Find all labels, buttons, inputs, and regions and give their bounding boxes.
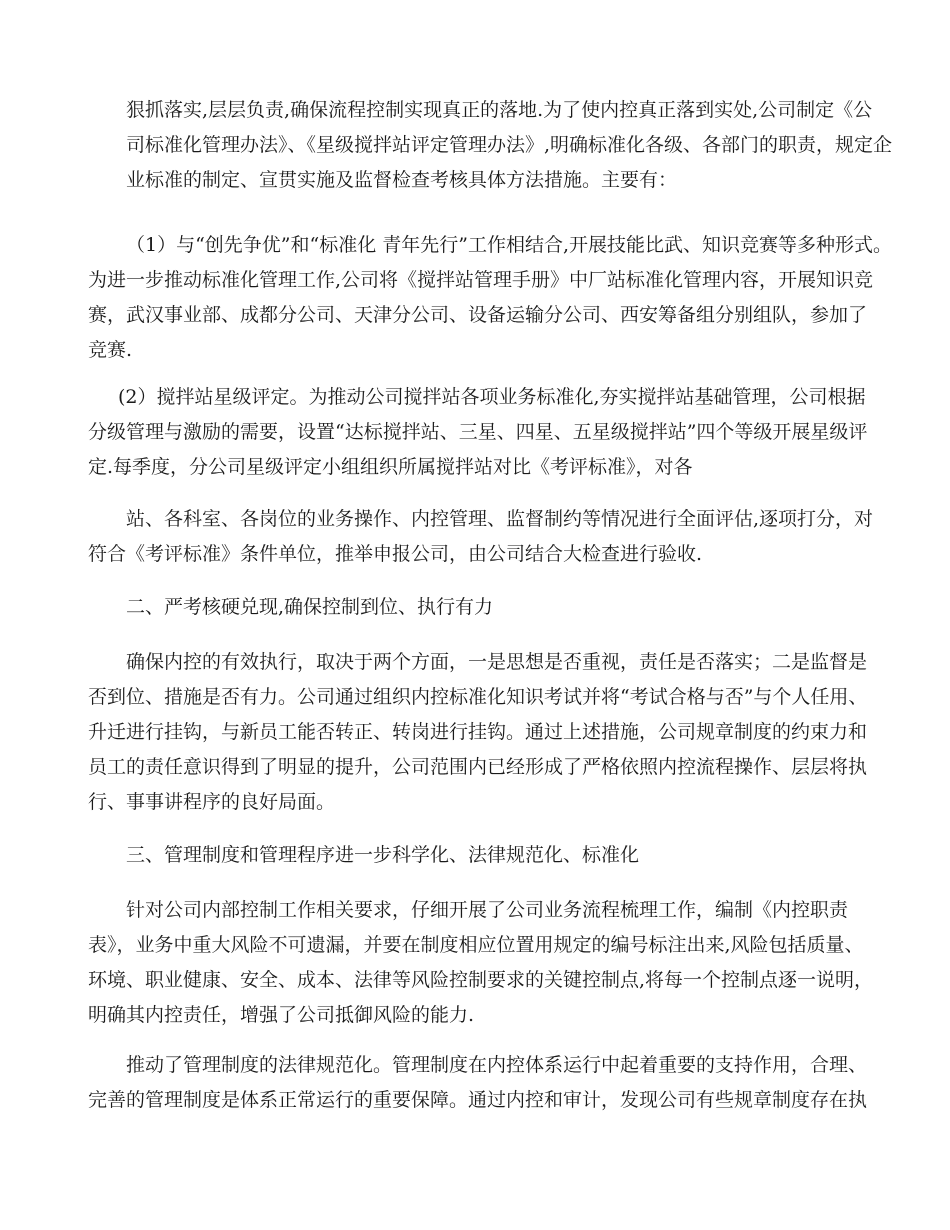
paragraph-implementation	[88, 93, 893, 198]
paragraph-internal-control	[88, 893, 874, 1033]
paragraph-legal-standardization	[88, 1048, 868, 1118]
text-line: 分级管理与激励的需要，设置“达标搅拌站、三星、四星、五星级搅拌站”四个等级开展星级评	[88, 421, 868, 443]
paragraph-item-2	[88, 380, 868, 485]
text-line: 为进一步推动标准化管理工作,公司将《搅拌站管理手册》中厂站标准化管理内容，开展知识竞	[88, 269, 874, 291]
text-line: 司标准化管理办法》、《星级搅拌站评定管理办法》,明确标准化各级、各部门的职责，规定企	[126, 134, 893, 156]
text-line: 员工的责任意识得到了明显的提升，公司范围内已经形成了严格依照内控流程操作、层层将执	[88, 756, 868, 778]
text-line: 环境、职业健康、安全、成本、法律等风险控制要求的关键控制点,将每一个控制点逐一说明，	[88, 969, 874, 991]
text-line: 确保内控的有效执行，取决于两个方面，一是思想是否重视，责任是否落实；二是监督是	[126, 651, 868, 673]
text-line: 竞赛.	[88, 339, 133, 361]
paragraph-evaluation	[88, 502, 874, 572]
paragraph-execution	[88, 645, 868, 820]
text-line: 狠抓落实,层层负责,确保流程控制实现真正的落地.为了使内控真正落到实处,公司制定《公	[126, 99, 873, 121]
text-line: 行、事事讲程序的良好局面。	[88, 791, 336, 813]
text-line: 赛，武汉事业部、成都分公司、天津分公司、设备运输分公司、西安筹备组分别组队，参加了	[88, 304, 868, 326]
text-line: 定.每季度，分公司星级评定小组组织所属搅拌站对比《考评标准》，对各	[88, 456, 693, 478]
heading-text: 三、管理制度和管理程序进一步科学化、法律规范化、标准化	[126, 844, 640, 866]
heading-text: 二、严考核硬兑现,确保控制到位、执行有力	[126, 596, 494, 618]
text-line: 推动了管理制度的法律规范化。管理制度在内控体系运行中起着重要的支持作用，合理、	[126, 1054, 868, 1076]
text-line: 符合《考评标准》条件单位，推举申报公司，由公司结合大检查进行验收.	[88, 543, 703, 565]
text-line: 针对公司内部控制工作相关要求，仔细开展了公司业务流程梳理工作，编制《内控职责	[126, 899, 849, 921]
text-line: 升迁进行挂钩，与新员工能否转正、转岗进行挂钩。通过上述措施，公司规章制度的约束力和	[88, 721, 868, 743]
section-heading-3	[88, 838, 858, 873]
text-line: 完善的管理制度是体系正常运行的重要保障。通过内控和审计，发现公司有些规章制度存在执	[88, 1089, 868, 1111]
text-line: 业标准的制定、宣贯实施及监督检查考核具体方法措施。主要有：	[126, 169, 678, 191]
text-line: 明确其内控责任，增强了公司抵御风险的能力.	[88, 1004, 475, 1026]
text-line: （1）与“创先争优”和“标准化 青年先行”工作相结合,开展技能比武、知识竞赛等多种形式。	[126, 234, 893, 256]
text-line: 站、各科室、各岗位的业务操作、内控管理、监督制约等情况进行全面评估,逐项打分，对	[126, 508, 874, 530]
text-line: 否到位、措施是否有力。公司通过组织内控标准化知识考试并将“考试合格与否”与个人任用、	[88, 686, 868, 708]
text-line: 表》，业务中重大风险不可遗漏，并要在制度相应位置用规定的编号标注出来,风险包括质量、	[88, 934, 864, 956]
text-line: (2）搅拌站星级评定。为推动公司搅拌站各项业务标准化,夯实搅拌站基础管理，公司根据	[118, 386, 866, 408]
section-heading-2	[88, 590, 858, 625]
paragraph-item-1	[88, 228, 893, 368]
